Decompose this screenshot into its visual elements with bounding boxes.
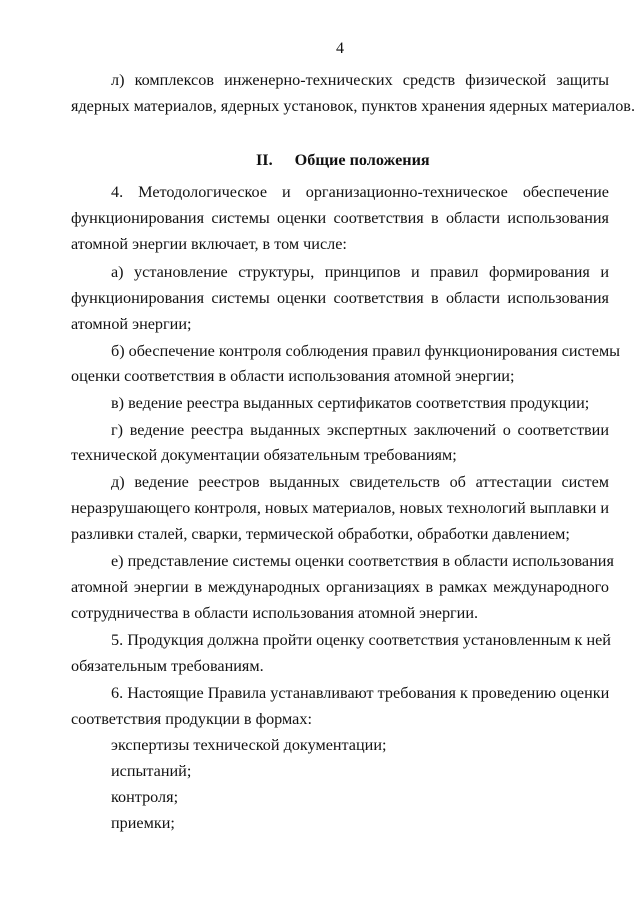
form-item: экспертизы технической документации;: [111, 736, 387, 754]
section-heading: [256, 150, 430, 170]
intro-line-2: ядерных материалов, ядерных установок, пунктов хранения ядерных материалов.: [71, 97, 636, 115]
item-e-line-2: атомной энергии в международных организациях в рамках международного: [71, 578, 609, 596]
paragraph-4-line-1: 4. Методологическое и организационно-техническое обеспечение: [111, 183, 609, 201]
section-title: Общие положения: [294, 151, 430, 169]
item-g-line-2: технической документации обязательным требованиям;: [71, 446, 457, 464]
item-d-line-3: разливки сталей, сварки, термической обработки, обработки давлением;: [71, 525, 570, 543]
item-b-line-2: оценки соответствия в области использования атомной энергии;: [71, 367, 515, 385]
item-e-line-3: сотрудничества в области использования атомной энергии.: [71, 604, 479, 622]
section-number: II.: [256, 151, 273, 169]
page-number: 4: [336, 40, 344, 57]
form-item: приемки;: [111, 814, 175, 832]
item-d-line-1: д) ведение реестров выданных свидетельств об аттестации систем: [111, 473, 609, 491]
item-a-line-2: функционирования системы оценки соответствия в области использования: [71, 289, 609, 307]
intro-line-1: л) комплексов инженерно-технических средств физической защиты: [111, 71, 609, 89]
form-item: контроля;: [111, 788, 179, 806]
item-b-line-1: б) обеспечение контроля соблюдения правил функционирования системы: [111, 342, 621, 360]
item-a-line-3: атомной энергии;: [71, 315, 192, 333]
item-g-line-1: г) ведение реестра выданных экспертных заключений о соответствии: [111, 421, 609, 439]
item-d-line-2: неразрушающего контроля, новых материалов, новых технологий выплавки и: [71, 499, 610, 517]
item-v-line-1: в) ведение реестра выданных сертификатов соответствия продукции;: [111, 394, 590, 412]
item-a-line-1: а) установление структуры, принципов и правил формирования и: [111, 263, 609, 281]
paragraph-6-line-2: соответствия продукции в формах:: [71, 710, 312, 728]
paragraph-5-line-2: обязательным требованиям.: [71, 657, 264, 675]
paragraph-4-line-2: функционирования системы оценки соответствия в области использования: [71, 209, 609, 227]
paragraph-6-line-1: 6. Настоящие Правила устанавливают требования к проведению оценки: [111, 684, 610, 702]
item-e-line-1: е) представление системы оценки соответствия в области использования: [111, 552, 614, 570]
paragraph-4-line-3: атомной энергии включает, в том числе:: [71, 235, 347, 253]
form-item: испытаний;: [111, 762, 192, 780]
paragraph-5-line-1: 5. Продукция должна пройти оценку соответствия установленным к ней: [111, 631, 611, 649]
